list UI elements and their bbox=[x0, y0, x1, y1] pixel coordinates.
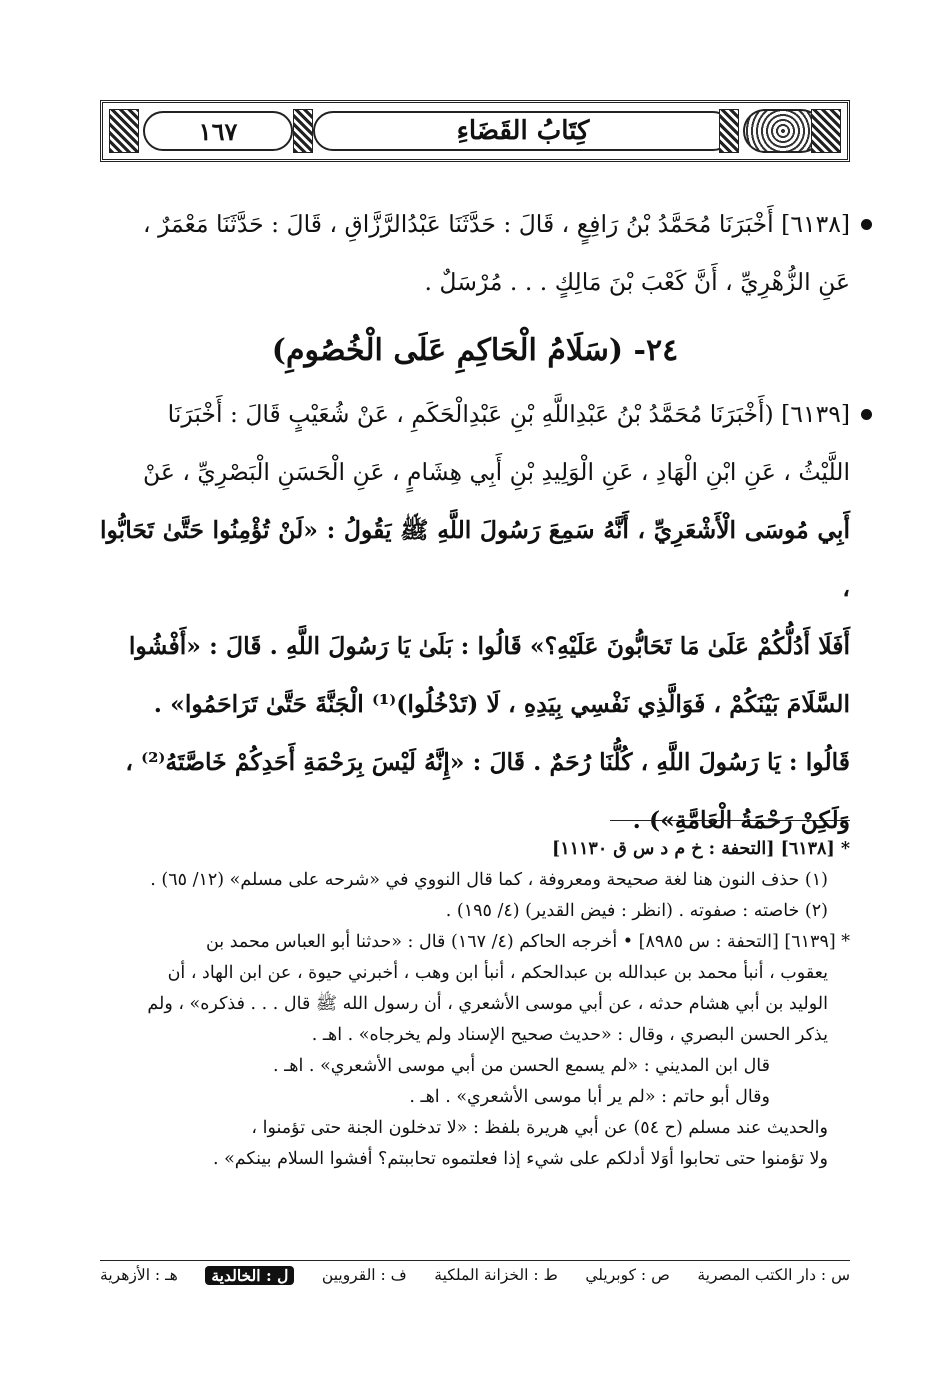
footnote-line: الوليد بن أبي هشام حدثه ، عن أبي موسى الأشعري ، أن رسول الله ﷺ قال . . . فذكره» ، ولم bbox=[147, 994, 828, 1014]
footnotes bbox=[100, 834, 850, 1175]
ornament-icon bbox=[109, 109, 139, 153]
text-line: قَالُوا : يَا رَسُولَ اللَّهِ ، كُلُّنَا رُحَمٌ . قَالَ : «إِنَّهُ لَيْسَ بِرَحْمَةِ أَحَدِكُمْ خَاصَّتَهُ⁽²⁾ ، bbox=[125, 748, 850, 776]
footnote-2: (٢) خاصته : صفوته . (انظر : فيض القدير) (٤/ ١٩٥) . bbox=[445, 901, 828, 921]
text-line: وَلَكِنْ رَحْمَةُ الْعَامَّةِ») . bbox=[632, 806, 850, 834]
footnote-tuhfa-6138: * [٦١٣٨] [التحفة : خ م د س ق ١١١٣٠] bbox=[551, 839, 850, 859]
text-line: أَفَلَا أَدُلُّكُمْ عَلَىٰ مَا تَحَابُّونَ عَلَيْهِ؟» قَالُوا : بَلَىٰ يَا رَسُولَ اللَّهِ . قَالَ : «أَفْشُوا bbox=[128, 632, 850, 660]
footnote-line: يعقوب ، أنبأ محمد بن عبدالله بن عبدالحكم ، أنبأ ابن وهب ، أخبرني حيوة ، عن ابن الهاد ، أن bbox=[167, 963, 828, 983]
text-line: السَّلَامَ بَيْنَكُمْ ، فَوَالَّذِي نَفْسِي بِيَدِهِ ، لَا (تَدْخُلُوا)⁽¹⁾ الْجَنَّةَ حَتَّىٰ تَرَاحَمُوا» . bbox=[153, 690, 850, 718]
ornament-icon bbox=[719, 109, 739, 153]
footnote-quote: وقال أبو حاتم : «لم ير أبا موسى الأشعري» . اهـ . bbox=[409, 1087, 770, 1107]
hadith-6138 bbox=[100, 195, 850, 311]
legend-item-active: ل : الخالدية bbox=[205, 1266, 294, 1285]
legend-item: ص : كوبريلي bbox=[585, 1266, 670, 1284]
text-line: أَبِي مُوسَى الْأَشْعَرِيِّ ، أَنَّهُ سَمِعَ رَسُولَ اللَّهِ ﷺ يَقُولُ : «لَنْ تُؤْمِنُوا حَتَّىٰ تَحَابُّوا ، bbox=[100, 516, 850, 602]
legend-separator bbox=[100, 1260, 850, 1261]
text-line: [٦١٣٩] (أَخْبَرَنَا مُحَمَّدُ بْنُ عَبْدِاللَّهِ بْنِ عَبْدِالْحَكَمِ ، عَنْ شُعَيْبٍ قَالَ : أَخْبَرَنَا bbox=[167, 400, 850, 428]
bullet-icon bbox=[861, 409, 872, 420]
book-title: كِتَابُ القَضَاءِ bbox=[313, 111, 733, 151]
footnote-quote: قال ابن المديني : «لم يسمع الحسن من أبي موسى الأشعري» . اهـ . bbox=[273, 1056, 770, 1076]
text-line: عَنِ الزُّهْرِيِّ ، أَنَّ كَعْبَ بْنَ مَالِكٍ . . . مُرْسَلٌ . bbox=[424, 268, 850, 296]
footnote-line: والحديث عند مسلم (ح ٥٤) عن أبي هريرة بلفظ : «لا تدخلون الجنة حتى تؤمنوا ، bbox=[251, 1118, 828, 1138]
page-number: ١٦٧ bbox=[143, 111, 293, 151]
footnote-line: يذكر الحسن البصري ، وقال : «حديث صحيح الإسناد ولم يخرجاه» . اهـ . bbox=[311, 1025, 828, 1045]
page-header bbox=[100, 100, 850, 162]
text-line: [٦١٣٨] أَخْبَرَنَا مُحَمَّدُ بْنُ رَافِعٍ ، قَالَ : حَدَّثَنَا عَبْدُالرَّزَّاقِ ، قَالَ : حَدَّثَنَا مَعْمَرٌ ، bbox=[143, 210, 850, 238]
ornament-icon bbox=[293, 109, 313, 153]
text-line: اللَّيْثُ ، عَنِ ابْنِ الْهَادِ ، عَنِ الْوَلِيدِ بْنِ أَبِي هِشَامٍ ، عَنِ الْحَسَنِ الْبَصْرِيِّ ، عَنْ bbox=[142, 458, 850, 486]
hadith-6139 bbox=[100, 385, 850, 849]
legend-item: ف : القرويين bbox=[321, 1266, 407, 1284]
legend-item: ط : الخزانة الملكية bbox=[434, 1266, 558, 1284]
footnote-separator bbox=[610, 820, 850, 821]
ornament-icon bbox=[811, 109, 841, 153]
footnote-line: ولا تؤمنوا حتى تحابوا أوَلا أدلكم على شيء إذا فعلتموه تحاببتم؟ أفشوا السلام بينكم» . bbox=[212, 1149, 828, 1169]
legend-item: س : دار الكتب المصرية bbox=[697, 1266, 850, 1284]
bullet-icon bbox=[861, 219, 872, 230]
main-text bbox=[100, 195, 850, 849]
manuscript-legend bbox=[100, 1266, 850, 1285]
footnote-1: (١) حذف النون هنا لغة صحيحة ومعروفة ، كما قال النووي في «شرحه على مسلم» (١٢/ ٦٥) . bbox=[150, 870, 828, 890]
footnote-tuhfa-6139: * [٦١٣٩] [التحفة : س ٨٩٨٥] • أخرجه الحاكم (٤/ ١٦٧) قال : «حدثنا أبو العباس محمد بن bbox=[205, 932, 850, 952]
chapter-heading: ٢٤- (سَلَامُ الْحَاكِمِ عَلَى الْخُصُومِ) bbox=[271, 333, 679, 368]
legend-item: هـ : الأزهرية bbox=[100, 1266, 178, 1284]
